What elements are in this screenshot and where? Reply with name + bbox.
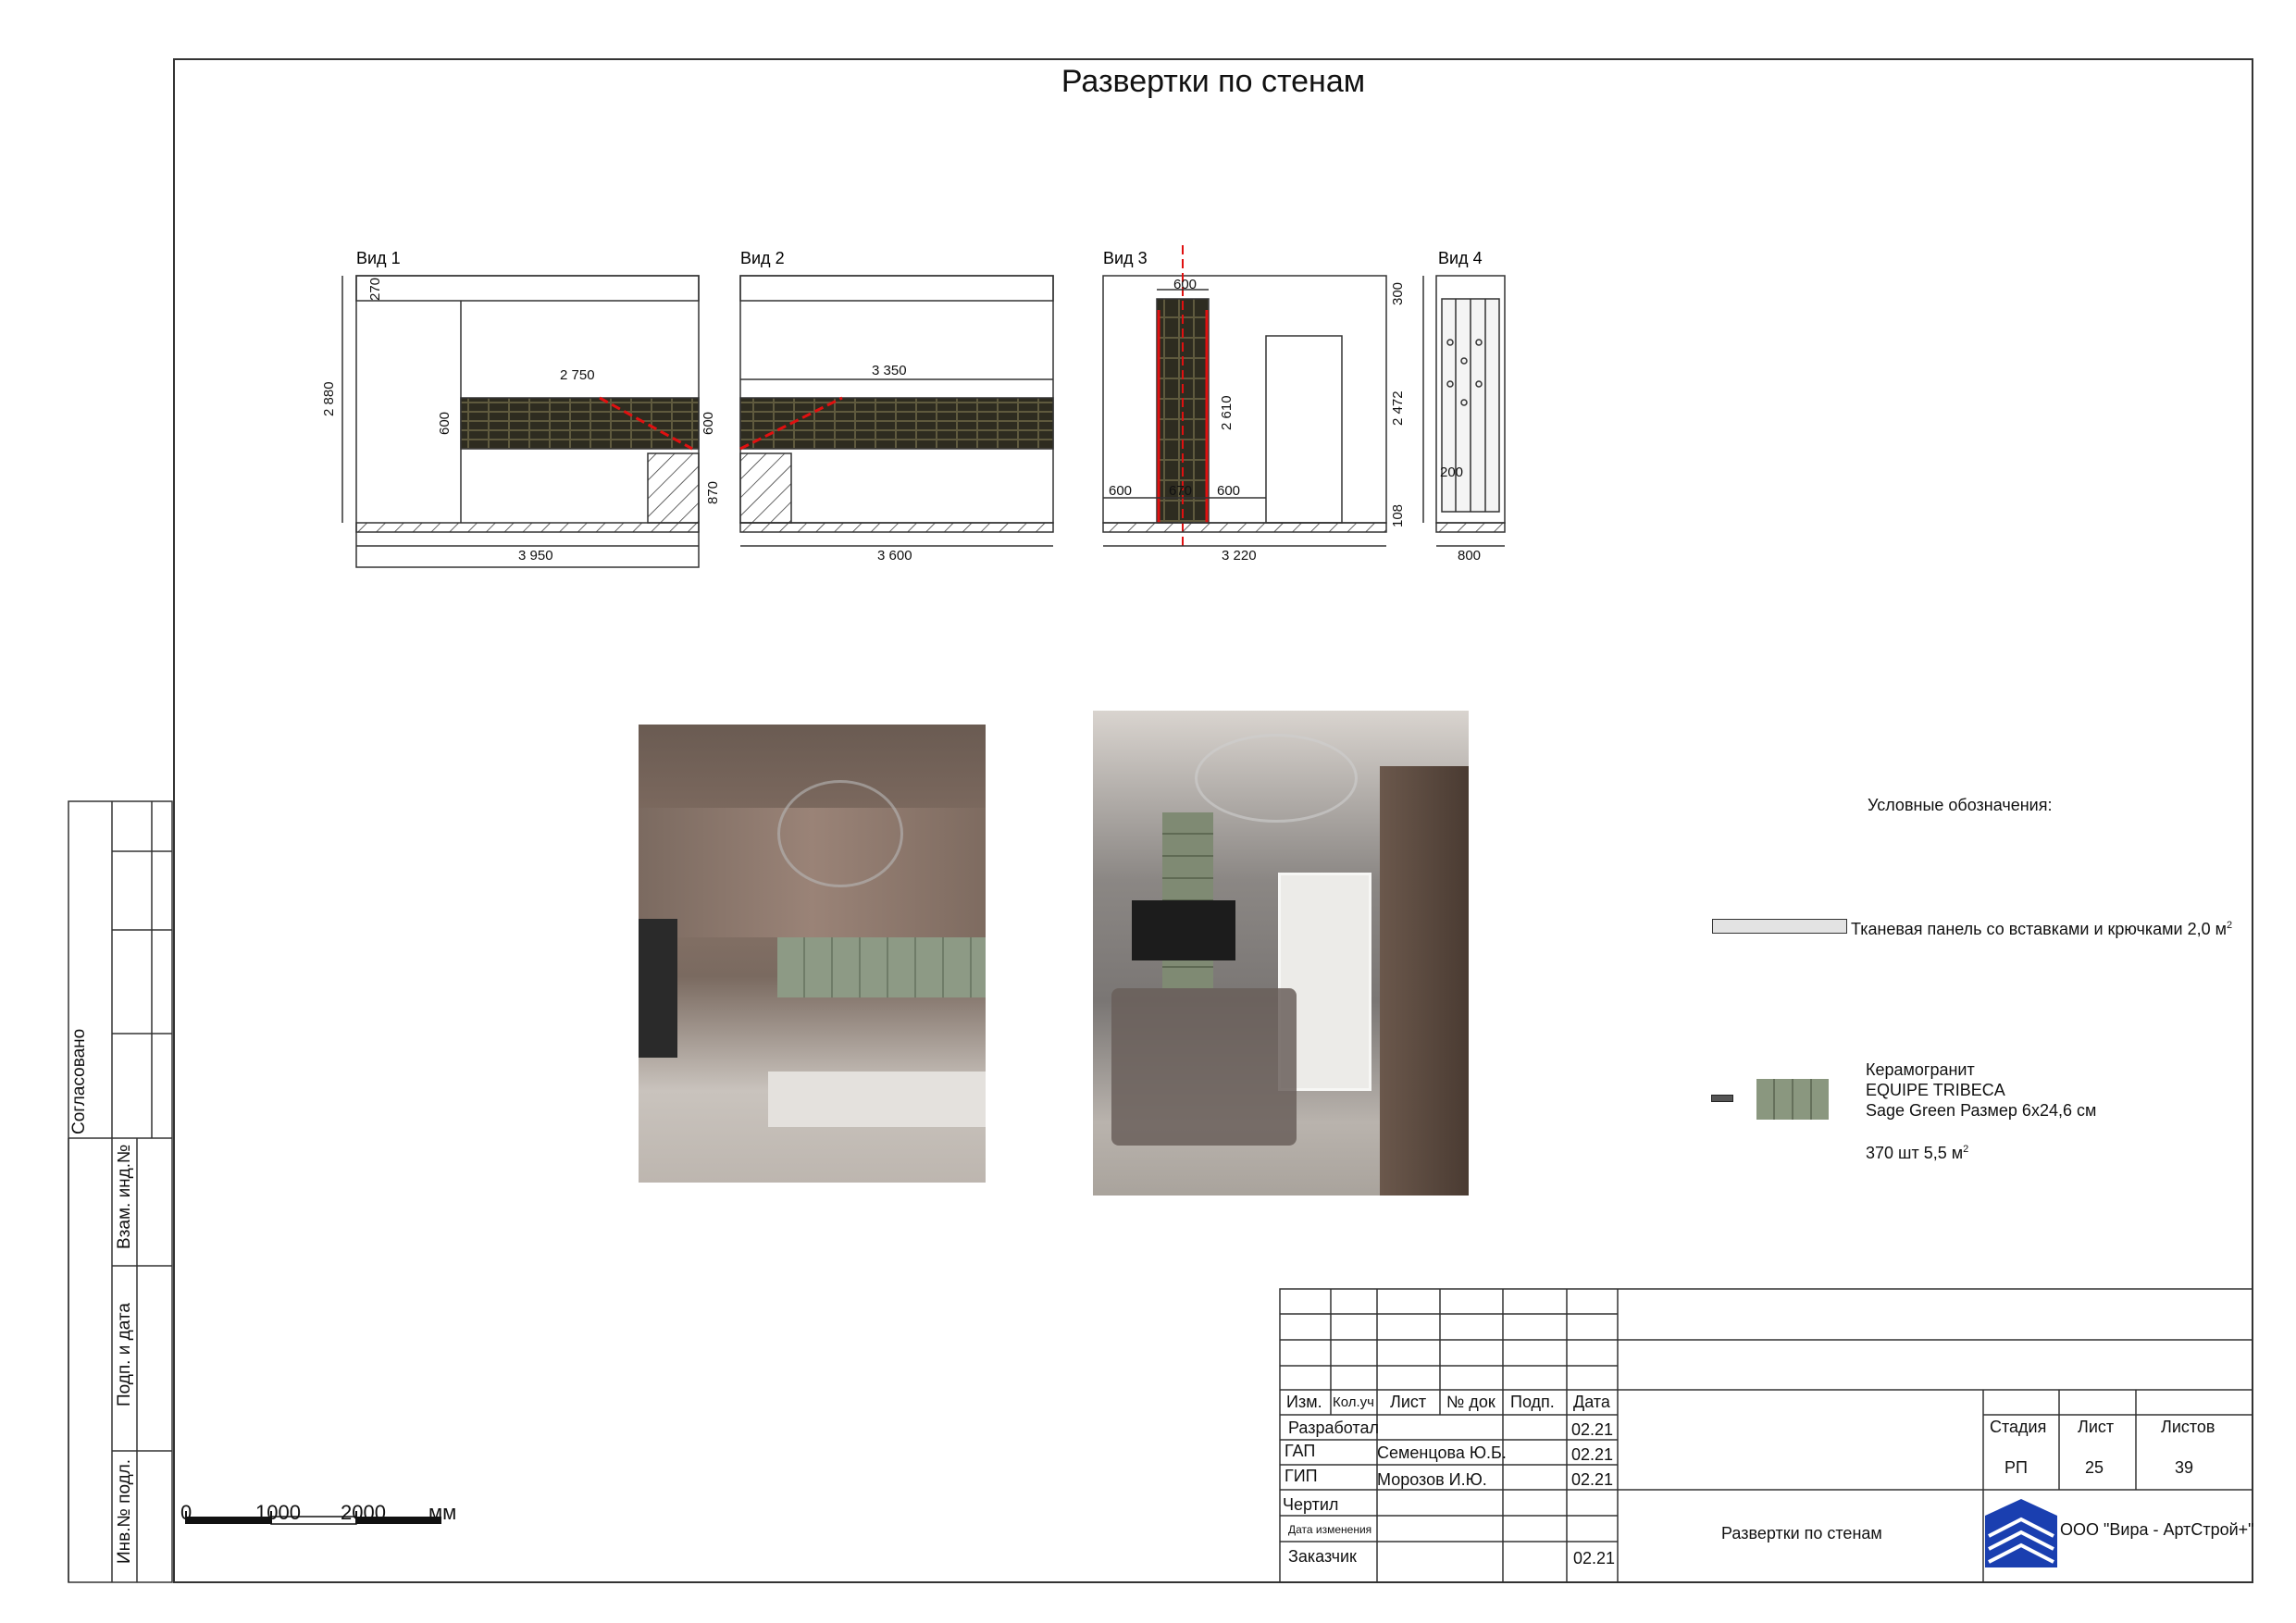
- scale-t2: 2000: [341, 1501, 386, 1524]
- tb-sheets: 39: [2175, 1458, 2194, 1477]
- tb-stage-label: Стадия: [1990, 1418, 2047, 1436]
- tb-h-data: Дата: [1573, 1393, 1610, 1411]
- kitchen-render-1: [639, 725, 986, 1183]
- tb-company: ООО "Вира - АртСтрой+": [2060, 1520, 2254, 1539]
- dim-v1-tile-h: 600: [437, 411, 453, 435]
- dim-v3-col-w: 600: [1173, 277, 1198, 292]
- render-backsplash-tiles: [777, 937, 986, 997]
- dim-v1-width: 3 950: [518, 548, 553, 564]
- tb-row-name: Морозов И.Ю.: [1377, 1470, 1487, 1489]
- wall-elevations: [305, 236, 1527, 578]
- dim-v1-counter: 870: [705, 480, 721, 504]
- render-tv: [1132, 900, 1235, 960]
- dim-v4-hook: 200: [1440, 465, 1464, 480]
- tb-h-list: Лист: [1390, 1393, 1427, 1411]
- tb-sheets-label: Листов: [2161, 1418, 2215, 1436]
- render-table: [768, 1072, 986, 1127]
- sheet-title: Развертки по стенам: [1061, 64, 1366, 99]
- dim-v3-left: 600: [1109, 483, 1133, 499]
- stamp-agreed: Согласовано: [69, 1028, 89, 1134]
- render-chairs: [1111, 988, 1297, 1146]
- legend-panel-sup: 2: [2226, 920, 2233, 931]
- dim-v3-right: 600: [1217, 483, 1241, 499]
- dim-v3-mid: 670: [1169, 483, 1193, 499]
- tb-row-date: 02.21: [1571, 1470, 1614, 1489]
- dim-v4-top: 300: [1390, 281, 1406, 305]
- tb-h-izm: Изм.: [1286, 1393, 1322, 1411]
- scale-bar: [185, 1511, 442, 1533]
- view-3: [1103, 245, 1386, 546]
- dining-render-2: [1093, 711, 1469, 1196]
- legend-tile-qty: 370 шт 5,5 м: [1866, 1144, 1964, 1162]
- dim-v4-base: 108: [1390, 503, 1406, 527]
- legend-tile-line2: EQUIPE TRIBECA: [1866, 1081, 2005, 1099]
- tb-row-date: 02.21: [1571, 1420, 1614, 1439]
- dim-v1-tile-h2: 600: [701, 411, 716, 435]
- stamp-vzam: Взам. инд.№: [115, 1144, 134, 1249]
- view-2-label: Вид 2: [740, 249, 785, 267]
- dim-v2-tile-len: 3 350: [872, 363, 907, 378]
- dim-v3-col-h: 2 610: [1219, 395, 1235, 430]
- dim-v3-width: 3 220: [1222, 548, 1257, 564]
- view-2: [740, 276, 1053, 546]
- dim-v1-height: 2 880: [321, 381, 337, 416]
- scale-unit: мм: [428, 1501, 457, 1524]
- tb-row-role: Дата изменения: [1288, 1523, 1372, 1536]
- legend-panel-label: Тканевая панель со вставками и крючками 2,0 м: [1851, 920, 2227, 938]
- render-wall-panel: [1380, 766, 1469, 1196]
- legend-tile-line3: Sage Green Размер 6х24,6 см: [1866, 1101, 2097, 1120]
- tb-stage: РП: [2004, 1458, 2028, 1477]
- tb-row-name: Семенцова Ю.Б.: [1377, 1443, 1507, 1462]
- legend-panel-swatch: [1712, 919, 1847, 934]
- view-1: [342, 276, 699, 567]
- stamp-podp: Подп. и дата: [115, 1303, 134, 1406]
- tb-sheet: 25: [2085, 1458, 2104, 1477]
- tb-row-role: Разработал: [1288, 1419, 1379, 1437]
- tb-h-kol: Кол.уч: [1333, 1394, 1374, 1410]
- legend-tile-sup: 2: [1963, 1144, 1969, 1155]
- tb-h-ndok: № док: [1446, 1393, 1496, 1411]
- legend-heading: Условные обозначения:: [1868, 796, 2053, 814]
- render-chandelier: [777, 780, 903, 887]
- tb-drawing-name: Развертки по стенам: [1721, 1524, 1882, 1542]
- scale-t0: 0: [180, 1501, 192, 1524]
- tb-row-role: ГИП: [1285, 1467, 1318, 1485]
- legend-tile-line1: Керамогранит: [1866, 1060, 1975, 1079]
- view-4: [1423, 276, 1505, 546]
- tb-sheet-label: Лист: [2078, 1418, 2115, 1436]
- legend-tile-qty-wrap: [1866, 1144, 1968, 1163]
- scale-t1: 1000: [255, 1501, 301, 1524]
- company-logo-icon: [1985, 1497, 2057, 1567]
- tb-row-role: Заказчик: [1288, 1547, 1357, 1566]
- render-oven: [639, 919, 677, 1058]
- dim-v1-tile-len: 2 750: [560, 367, 595, 383]
- legend-tile-swatch: [1756, 1079, 1829, 1120]
- view-1-label: Вид 1: [356, 249, 401, 267]
- dim-v4-width: 800: [1458, 548, 1482, 564]
- dim-v1-top: 270: [367, 277, 383, 301]
- legend-tile-line: [1711, 1095, 1733, 1102]
- view-3-label: Вид 3: [1103, 249, 1148, 267]
- tb-row-date: 02.21: [1573, 1549, 1616, 1567]
- stamp-inv: Инв.№ подл.: [115, 1458, 134, 1564]
- dim-v4-height: 2 472: [1390, 390, 1406, 426]
- legend-panel-text: [1851, 920, 2232, 939]
- dim-v2-width: 3 600: [877, 548, 912, 564]
- view-4-label: Вид 4: [1438, 249, 1483, 267]
- tb-row-role: ГАП: [1285, 1442, 1316, 1460]
- render-chandelier-2: [1195, 734, 1358, 823]
- tb-row-date: 02.21: [1571, 1445, 1614, 1464]
- tb-row-role: Чертил: [1283, 1495, 1339, 1514]
- tb-h-podp: Подп.: [1510, 1393, 1555, 1411]
- scale-bar-graphic: [185, 1511, 442, 1533]
